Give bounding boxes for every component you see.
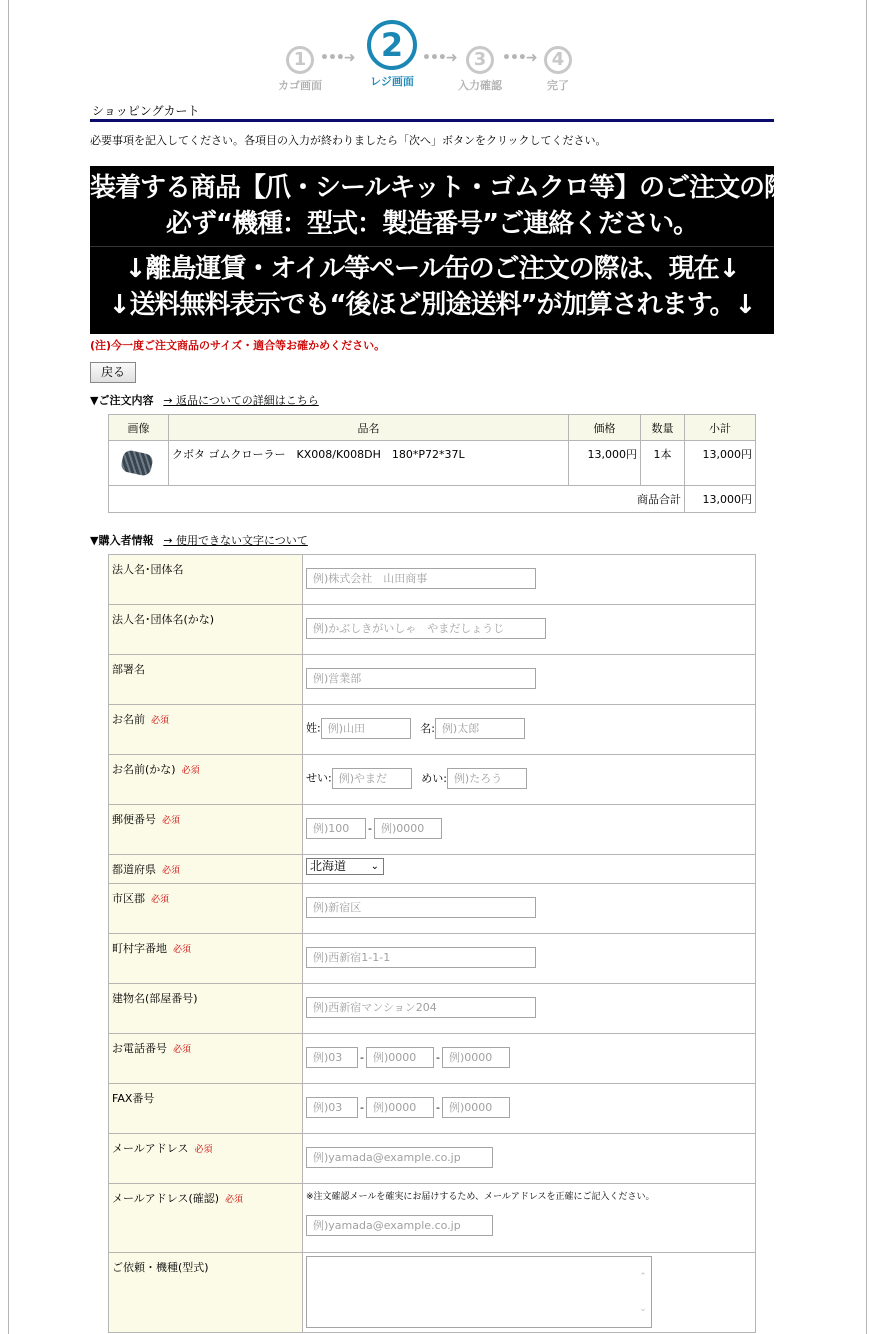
row-request [109,1253,756,1333]
order-table-header [109,415,756,441]
banner-line-3: ↓離島運賃・オイル等ペール缶のご注文の際は、現在↓ [124,254,740,284]
prefecture-value: 北海道 [310,859,347,873]
request-label: ご依頼・機種(型式) [112,1261,209,1274]
row-kana [109,755,756,805]
buyer-heading [90,532,308,548]
required-badge: 必須 [151,716,170,726]
textarea-scrollbar[interactable]: ⌃ ⌄ [639,1272,647,1314]
col-image: 画像 [109,415,169,441]
zip-label: 郵便番号 [112,813,156,826]
page-title: ショッピングカート [92,104,200,118]
step-arrow-icon: •••➜ [320,50,355,66]
col-price: 価格 [569,415,641,441]
email-input[interactable]: 例)yamada@example.co.jp [306,1147,493,1168]
step-1-label: カゴ画面 [278,79,322,92]
banner-line-2: 必ず“機種：型式：製造番号”ご連絡ください。 [165,209,699,239]
last-name-kana-input[interactable]: 例)やまだ [332,768,412,789]
required-badge: 必須 [225,1195,244,1205]
total-value: 13,000円 [685,486,756,513]
required-badge: 必須 [173,945,192,955]
row-tel: お電話番号 必須 例)03 - 例)0000 - 例)0000 [109,1034,756,1084]
required-badge: 必須 [181,766,200,776]
step-4-label: 完了 [547,79,569,92]
sei-label: 姓: [306,721,321,735]
row-town [109,934,756,984]
city-label: 市区郡 [112,892,145,905]
banner-divider [90,246,774,247]
first-name-kana-input[interactable]: 例)たろう [447,768,527,789]
mei-label: 名: [420,721,435,735]
building-input[interactable]: 例)西新宿マンション204 [306,997,536,1018]
product-image-cell [109,441,169,486]
product-subtotal: 13,000円 [685,441,756,486]
row-pref [109,855,756,884]
banner-line-1: 装着する商品【爪・シールキット・ゴムクロ等】のご注文の際は [90,173,814,203]
row-mail-confirm [109,1184,756,1253]
product-name: クボタ ゴムクローラー KX008/K008DH 180*P72*37L [169,441,569,486]
row-fax: FAX番号 例)03 - 例)0000 - 例)0000 [109,1084,756,1134]
total-label: 商品合計 [109,486,685,513]
step-1-icon: 1 [286,46,314,74]
col-name: 品名 [169,415,569,441]
email-confirm-input[interactable]: 例)yamada@example.co.jp [306,1215,493,1236]
row-corp-kana [109,605,756,655]
invalid-chars-link[interactable]: → 使用できない文字について [163,534,308,547]
back-button[interactable]: 戻る [90,362,136,383]
col-qty: 数量 [641,415,685,441]
step-4-icon: 4 [544,46,572,74]
step-2-icon: 2 [367,20,417,70]
step-confirm [450,46,510,93]
title-divider [90,119,774,122]
order-table [108,414,756,513]
corp-kana-label: 法人名･団体名(かな) [112,613,215,626]
mei-kana-label: めい: [421,771,447,785]
caution-note: (注)今一度ご注文商品のサイズ・適合等お確かめください。 [90,339,386,352]
table-row [109,441,756,486]
row-city [109,884,756,934]
bldg-label: 建物名(部屋番号) [112,992,198,1005]
required-badge: 必須 [162,816,181,826]
return-policy-link[interactable]: → 返品についての詳細はこちら [163,394,319,407]
mail-confirm-label: メールアドレス(確認) [112,1192,220,1205]
dept-label: 部署名 [112,663,145,676]
row-zip: 郵便番号 必須 例)100 - 例)0000 [109,805,756,855]
col-subtotal: 小計 [685,415,756,441]
product-qty: 1本 [641,441,685,486]
step-2-label: レジ画面 [370,75,414,88]
step-arrow-icon: •••➜ [422,50,457,66]
corp-kana-input[interactable]: 例)かぶしきがいしゃ やまだしょうじ [306,618,546,639]
corp-name-input[interactable]: 例)株式会社 山田商事 [306,568,536,589]
fax2-input[interactable]: 例)0000 [366,1097,434,1118]
town-input[interactable]: 例)西新宿1-1-1 [306,947,536,968]
row-name [109,705,756,755]
corp-label: 法人名･団体名 [112,563,184,576]
sei-kana-label: せい: [306,771,332,785]
buyer-heading-text: ▼購入者情報 [90,534,154,547]
fax-label: FAX番号 [112,1092,155,1105]
pref-label: 都道府県 [112,863,156,876]
mail-label: メールアドレス [112,1142,189,1155]
step-register [362,20,422,89]
required-badge: 必須 [151,895,170,905]
mail-confirm-note: ※注文確認メールを確実にお届けするため、メールアドレスを正確にご記入ください。 [306,1192,655,1202]
row-mail [109,1134,756,1184]
request-textarea[interactable] [306,1256,652,1328]
order-heading [90,392,319,408]
last-name-input[interactable]: 例)山田 [321,718,411,739]
order-heading-text: ▼ご注文内容 [90,394,154,407]
row-corp [109,555,756,605]
notice-banner [90,166,814,334]
tel3-input[interactable]: 例)0000 [442,1047,510,1068]
town-label: 町村字番地 [112,942,167,955]
row-dept [109,655,756,705]
step-3-icon: 3 [466,46,494,74]
dept-input[interactable]: 例)営業部 [306,668,536,689]
step-arrow-icon: •••➜ [502,50,537,66]
step-3-label: 入力確認 [458,79,502,92]
tel-label: お電話番号 [112,1042,167,1055]
fax3-input[interactable]: 例)0000 [442,1097,510,1118]
checkout-steps [270,20,590,95]
prefecture-select[interactable] [306,858,384,875]
zip1-input[interactable]: 例)100 [306,818,366,839]
banner-line-4: ↓送料無料表示でも“後ほど別途送料”が加算されます。↓ [108,290,756,320]
intro-text: 必要事項を記入してください。各項目の入力が終わりましたら「次へ」ボタンをクリックしてください。 [90,134,607,147]
chevron-down-icon: ⌄ [370,861,379,872]
kana-label: お名前(かな) [112,763,176,776]
zip2-input[interactable]: 例)0000 [374,818,442,839]
tel2-input[interactable]: 例)0000 [366,1047,434,1068]
city-input[interactable]: 例)新宿区 [306,897,536,918]
total-row [109,486,756,513]
step-complete [528,46,588,93]
tel1-input[interactable]: 例)03 [306,1047,358,1068]
buyer-form [108,554,756,1333]
required-badge: 必須 [194,1145,213,1155]
product-price: 13,000円 [569,441,641,486]
right-frame-line [866,0,867,1334]
first-name-input[interactable]: 例)太郎 [435,718,525,739]
left-frame-line [8,0,9,1334]
name-label: お名前 [112,713,145,726]
row-bldg [109,984,756,1034]
required-badge: 必須 [173,1045,192,1055]
required-badge: 必須 [162,866,181,876]
fax1-input[interactable]: 例)03 [306,1097,358,1118]
rubber-crawler-image [119,446,159,480]
